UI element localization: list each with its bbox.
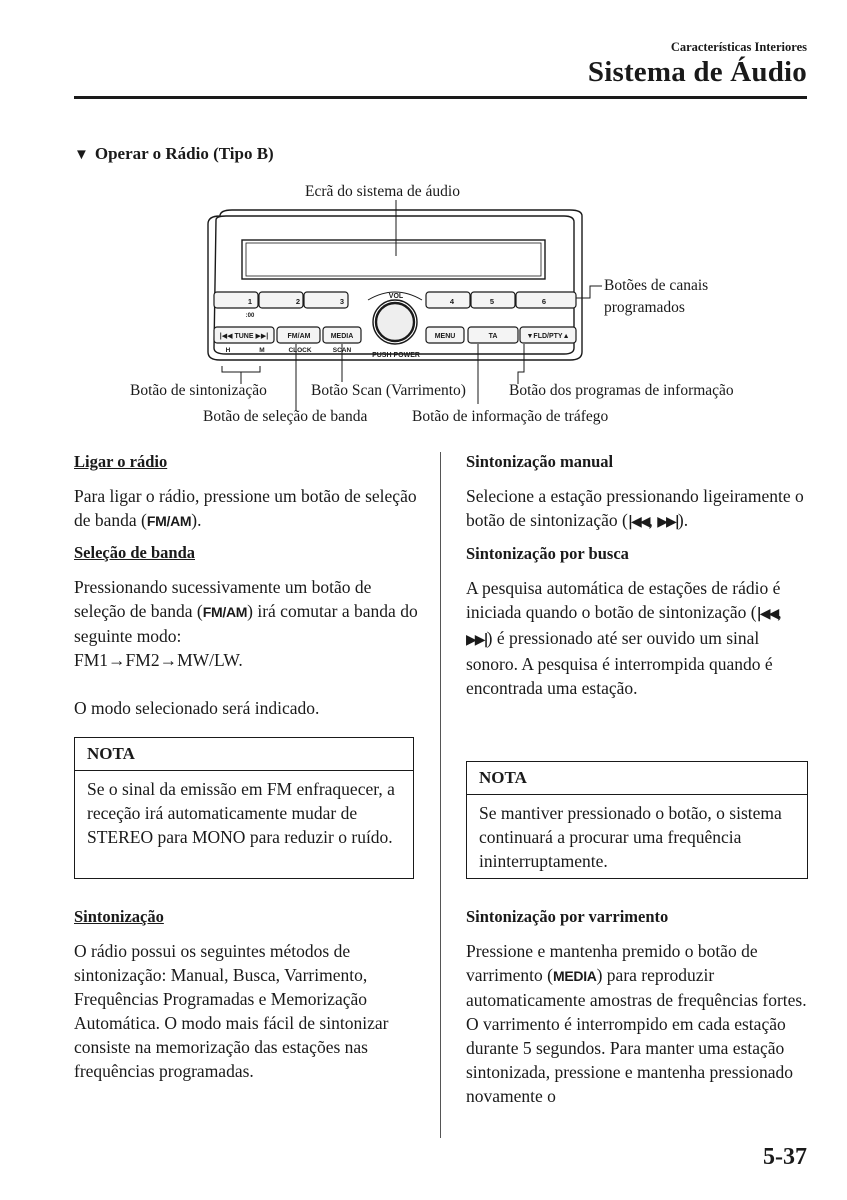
busca-paragraph	[466, 576, 811, 700]
ligar-paragraph	[74, 484, 419, 533]
selecao-text-1: Pressionando sucessivamente um botão de seleção de banda (	[74, 577, 372, 621]
nota-text-left: Se o sinal da emissão em FM enfraquecer, a receção irá automaticamente mudar de STEREO para MONO para reduzir o ruído.	[87, 779, 395, 847]
preset-3-label: 3	[339, 297, 345, 306]
varrimento-heading: Sintonização por varrimento	[466, 907, 669, 926]
preset-2-label: 2	[295, 297, 301, 306]
manual-heading: Sintonização manual	[466, 452, 614, 471]
nota-box-right	[466, 761, 808, 879]
selecao-paragraph	[74, 575, 419, 648]
selecao-text-2: ) irá comutar a banda do seguinte modo:	[74, 601, 418, 646]
bracket-tune	[222, 366, 260, 372]
caption-display: Ecrã do sistema de áudio	[305, 183, 460, 200]
manual-text-1: Selecione a estação pressionando ligeiramente o botão de sintonização (	[466, 486, 804, 530]
tune-label: |◀◀ TUNE ▶▶|	[219, 333, 269, 340]
left-column	[74, 450, 419, 720]
left-column-lower	[74, 905, 419, 1083]
right-column-lower	[466, 905, 811, 1108]
selecao-heading: Seleção de banda	[74, 543, 196, 562]
seek-back-icon: |◀◀	[627, 514, 649, 530]
sintonizacao-heading: Sintonização	[74, 907, 164, 926]
caption-band: Botão de seleção de banda	[203, 408, 368, 425]
leader-preset	[576, 286, 602, 298]
nota-text-right: Se mantiver pressionado o botão, o sistema continuará a procurar uma frequência ininterruptamente.	[479, 803, 782, 871]
fm-am-button-ref: FM/AM	[146, 513, 192, 529]
glyph-separator-2: ,	[777, 602, 782, 622]
media-label: MEDIA	[330, 333, 354, 340]
section-heading	[74, 144, 274, 164]
preset-4-button	[426, 292, 470, 308]
fm-am-button-ref-2: FM/AM	[202, 604, 248, 620]
push-power-label: PUSH POWER	[372, 352, 420, 359]
preset-6-label: 6	[541, 297, 547, 306]
scan-label: SCAN	[332, 347, 352, 354]
header-section-name: Características Interiores	[670, 40, 807, 54]
ta-label: TA	[488, 333, 498, 340]
mode-indicated-text: O modo selecionado será indicado.	[74, 698, 320, 718]
page-number: 5-37	[763, 1144, 807, 1170]
tune-m-label: M	[259, 347, 265, 354]
ligar-text-1: Para ligar o rádio, pressione um botão de seleção de banda (	[74, 486, 417, 530]
triangle-marker-icon: ▼	[74, 147, 89, 163]
seek-forward-icon: ▶▶|	[657, 514, 678, 530]
vol-label: VOL	[388, 293, 404, 300]
caption-preset-line-1: Botões de canais	[604, 277, 709, 294]
radio-diagram	[120, 176, 780, 436]
ligar-text-2: ).	[191, 510, 202, 530]
seek-forward-icon-2: ▶▶|	[466, 632, 487, 648]
preset-4-label: 4	[449, 297, 455, 306]
fld-pty-label: ▼FLD/PTY▲	[526, 333, 570, 340]
preset-1-sublabel: :00	[245, 313, 255, 319]
right-column	[466, 450, 811, 700]
band-sequence: FM1→FM2→MW/LW.	[74, 650, 243, 670]
preset-5-label: 5	[489, 297, 495, 306]
caption-traffic: Botão de informação de tráfego	[412, 408, 609, 425]
busca-text-1: A pesquisa automática de estações de rádio é iniciada quando o botão de sintonização (	[466, 578, 781, 622]
caption-info-programs: Botão dos programas de informação	[509, 382, 734, 399]
varrimento-text-1: Pressione e mantenha premido o botão de varrimento (	[466, 941, 758, 985]
seek-back-icon-2: |◀◀	[756, 606, 778, 622]
tune-h-label: H	[225, 347, 231, 354]
caption-preset-line-2: programados	[604, 299, 685, 316]
fm-am-label: FM/AM	[287, 333, 311, 340]
busca-heading: Sintonização por busca	[466, 544, 629, 563]
busca-text-2: ) é pressionado até ser ouvido um sinal sonoro. A pesquisa é interrompida quando é encontrada uma estação.	[466, 628, 773, 698]
preset-1-label: 1	[247, 297, 253, 306]
ligar-heading: Ligar o rádio	[74, 452, 168, 471]
nota-title-left: NOTA	[75, 738, 413, 771]
nota-box-left	[74, 737, 414, 879]
caption-scan: Botão Scan (Varrimento)	[311, 382, 466, 399]
varrimento-paragraph	[466, 939, 811, 1108]
glyph-separator: ,	[648, 510, 658, 530]
display-screen	[242, 240, 545, 279]
page-title: Sistema de Áudio	[587, 56, 807, 88]
clock-label: CLOCK	[288, 347, 312, 354]
sintonizacao-paragraph: O rádio possui os seguintes métodos de sintonização: Manual, Busca, Varrimento, Frequências Programadas e Memorização Automática. O modo mais fácil de sintonizar consiste na memorização das estações nas frequências programadas.	[74, 941, 389, 1081]
varrimento-text-2: ) para reproduzir automaticamente amostras de frequências fortes. O varrimento é interrompido em cada estação durante 5 segundos. Para manter uma estação sintonizada, pressione e mantenha pressionado novamente o	[466, 965, 807, 1106]
leader-info-programs	[518, 344, 524, 384]
media-button-ref: MEDIA	[552, 968, 597, 984]
menu-label: MENU	[434, 333, 456, 340]
column-divider	[440, 452, 441, 1138]
header-rule	[74, 96, 807, 99]
section-heading-text: Operar o Rádio (Tipo B)	[94, 144, 274, 163]
manual-text-2: ).	[677, 510, 689, 530]
nota-title-right: NOTA	[467, 762, 807, 795]
caption-tuning: Botão de sintonização	[130, 382, 267, 399]
manual-paragraph	[466, 484, 811, 534]
